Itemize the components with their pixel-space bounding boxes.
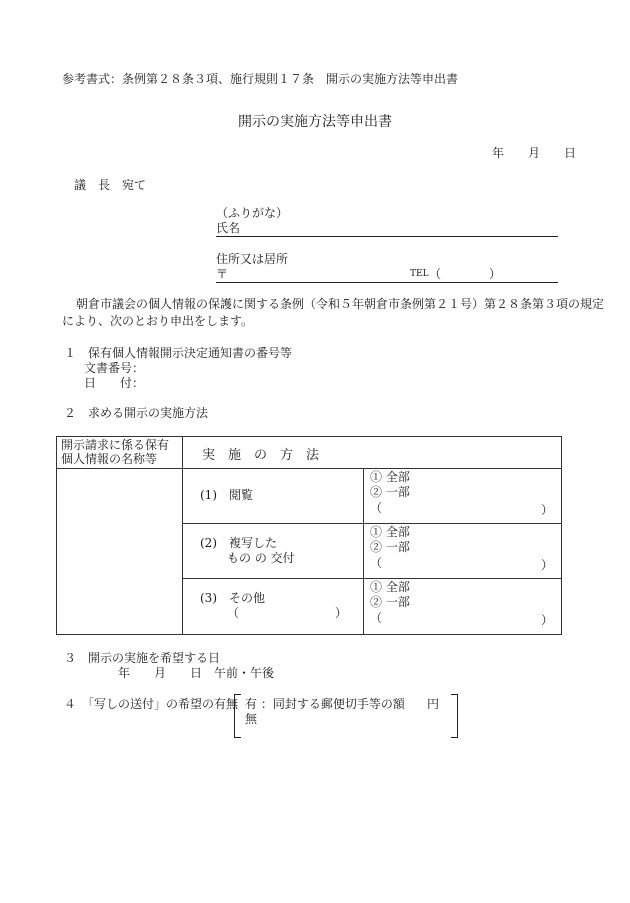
- method-row-2-label-text-2: もの の 交付: [227, 551, 295, 565]
- method-row-1-options[interactable]: [364, 469, 562, 524]
- header-info-line-2: 個人情報の名称等: [61, 452, 158, 466]
- info-name-cell[interactable]: [57, 469, 183, 635]
- method-row-1-label-text: (1) 閲覧: [200, 488, 253, 502]
- reference-format-note: 参考書式：条例第２８条３項、施行規則１７条 開示の実施方法等申出書: [62, 72, 459, 86]
- tel-parens: （ ）: [429, 267, 502, 281]
- yen-unit: 円: [427, 697, 440, 711]
- partial-detail-open-paren: （: [370, 556, 383, 570]
- method-table: [56, 436, 562, 635]
- method-row-2-label: [183, 524, 364, 579]
- header-method-label: 実 施 の 方 法: [202, 448, 320, 463]
- right-bracket: [451, 694, 458, 738]
- option-partial[interactable]: ② 一部: [370, 595, 410, 609]
- option-all[interactable]: ① 全部: [370, 470, 410, 484]
- tel-label: TEL: [410, 269, 429, 279]
- address-label: 住所又は居所: [216, 252, 289, 266]
- section3-heading: ３ 開示の実施を希望する日: [64, 651, 221, 665]
- intro-line-1: 朝倉市議会の個人情報の保護に関する条例（令和５年朝倉市条例第２１号）第２８条第３項の規定: [76, 297, 605, 311]
- partial-detail-open-paren: （: [370, 611, 383, 625]
- page-title: 開示の実施方法等申出書: [238, 114, 392, 130]
- header-cell-method: [183, 437, 562, 469]
- method-row-3-label: [183, 579, 364, 635]
- partial-detail-open-paren: （: [370, 501, 383, 515]
- method-row-1-label: [183, 469, 364, 524]
- method-row-2-label-text: (2) 複写した: [200, 536, 277, 550]
- notice-date-label: 日 付：: [84, 376, 145, 390]
- partial-detail-close-paren: ）: [540, 558, 553, 572]
- option-partial[interactable]: ② 一部: [370, 485, 410, 499]
- other-method-detail[interactable]: （ ）: [227, 606, 348, 620]
- header-cell-info-name: [57, 437, 183, 469]
- option-all[interactable]: ① 全部: [370, 525, 410, 539]
- date-line: 年 月 日: [492, 146, 577, 160]
- document-number-label: 文書番号：: [84, 361, 145, 375]
- section4-heading: ４ 「写しの送付」の希望の有無: [64, 697, 239, 711]
- name-field-underline[interactable]: [216, 236, 558, 237]
- desired-date-line[interactable]: 年 月 日 午前・午後: [118, 666, 275, 680]
- partial-detail-close-paren: ）: [540, 613, 553, 627]
- section1-heading: １ 保有個人情報開示決定通知書の番号等: [64, 346, 293, 360]
- mailing-yes-option[interactable]: 有 ：同封する郵便切手等の額: [245, 697, 405, 711]
- method-row-3-label-text: (3) その他: [200, 591, 265, 605]
- furigana-label: （ふりがな）: [216, 206, 289, 220]
- option-partial[interactable]: ② 一部: [370, 540, 410, 554]
- address-field-underline[interactable]: [216, 282, 558, 283]
- postal-mark: 〒: [216, 267, 229, 281]
- left-bracket: [234, 694, 241, 738]
- section2-heading: ２ 求める開示の実施方法: [64, 406, 209, 420]
- option-all[interactable]: ① 全部: [370, 580, 410, 594]
- method-row-2-options[interactable]: [364, 524, 562, 579]
- header-info-line-1: 開示請求に係る保有: [61, 438, 170, 452]
- intro-line-2: により、次のとおり申出をします。: [62, 314, 254, 328]
- partial-detail-close-paren: ）: [540, 503, 553, 517]
- mailing-no-option[interactable]: 無: [245, 712, 258, 726]
- method-row-3-options[interactable]: [364, 579, 562, 635]
- name-label: 氏名: [216, 221, 241, 235]
- addressee: 議 長 宛て: [74, 178, 147, 192]
